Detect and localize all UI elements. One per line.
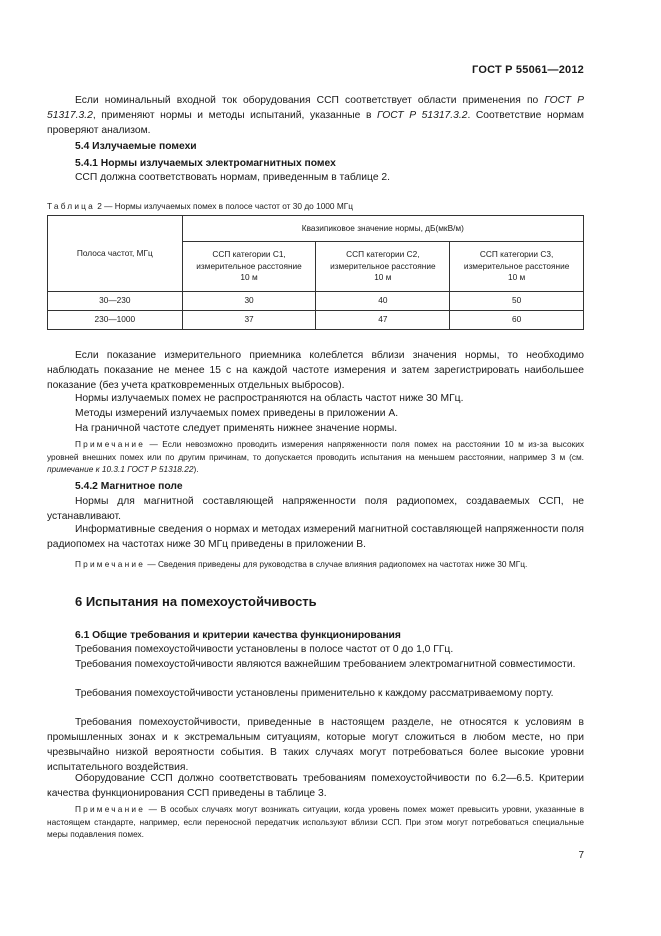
header-category-c2: ССП категории С2, измерительное расстояние 10 м	[316, 242, 450, 292]
note-label: Примечание	[75, 439, 146, 449]
note-2	[47, 558, 584, 571]
table-2-caption	[47, 201, 353, 211]
note-2-text: — Сведения приведены для руководства в случае влияния радиопомех на частотах ниже 30 МГц.	[145, 559, 528, 569]
cell-band: 230—1000	[48, 311, 183, 330]
methods-paragraph: Методы измерений излучаемых помех приведены в приложении А.	[75, 408, 399, 419]
cell-c1: 30	[182, 292, 316, 311]
immunity-paragraph-3: Требования помехоустойчивости установлены применительно к каждому рассматриваемому порту.	[75, 688, 554, 699]
table-caption-word: Таблица	[47, 201, 95, 211]
immunity-paragraph-2: Требования помехоустойчивости являются важнейшим требованием электромагнитной совместимости.	[75, 659, 576, 670]
magnetic-field-paragraph-2: Информативные сведения о нормах и методах измерений магнитной составляющей напряженности поля радиопомех на частотах ниже 30 МГц приведены в приложении В.	[47, 524, 584, 550]
immunity-paragraph-1: Требования помехоустойчивости установлены в полосе частот от 0 до 1,0 ГГц.	[75, 644, 454, 655]
section-5-4-1-text: ССП должна соответствовать нормам, приведенным в таблице 2.	[75, 172, 391, 183]
section-6-1-heading: 6.1 Общие требования и критерии качества функционирования	[75, 630, 401, 641]
document-id: ГОСТ Р 55061—2012	[472, 64, 584, 76]
note-3	[47, 803, 584, 841]
note-1-text-end: ).	[193, 464, 199, 474]
intro-text-3: . Соответствие нормам проверяют анализом.	[47, 110, 584, 136]
immunity-paragraph-4: Требования помехоустойчивости, приведенные в настоящем разделе, не относятся к условиям в промышленных зонах и к экстремальным ситуациям, которые могут сложиться в любом месте, но при чрезвычайно низкой вероятности события. В таких случаях могут потребоваться более высокие уровни испытательного воздействия.	[47, 717, 584, 773]
immunity-paragraph-5: Оборудование ССП должно соответствовать требованиям помехоустойчивости по 6.2—6.5. Критерии качества функционирования ССП приведены в таблице 3.	[47, 773, 584, 799]
note-1	[47, 438, 584, 476]
header-category-c1: ССП категории С1, измерительное расстояние 10 м	[182, 242, 316, 292]
header-quasi-peak: Квазипиковое значение нормы, дБ(мкВ/м)	[182, 216, 583, 242]
page-number: 7	[578, 850, 584, 861]
cell-c3: 50	[450, 292, 584, 311]
section-5-4-heading: 5.4 Излучаемые помехи	[75, 141, 197, 152]
intro-paragraph	[47, 93, 584, 138]
section-5-4-1-heading: 5.4.1 Нормы излучаемых электромагнитных помех	[75, 158, 336, 169]
table-caption-text: 2 — Нормы излучаемых помех в полосе частот от 30 до 1000 МГц	[94, 201, 353, 211]
cell-c2: 47	[316, 311, 450, 330]
intro-reference-1: ГОСТ Р 51317.3.2	[47, 95, 584, 121]
intro-text-1: Если номинальный входной ток оборудования ССП соответствует области применения по	[75, 95, 545, 106]
table-2	[47, 215, 584, 330]
cell-band: 30—230	[48, 292, 183, 311]
section-5-4-2-heading: 5.4.2 Магнитное поле	[75, 481, 183, 492]
note-label: Примечание	[75, 804, 146, 814]
note-1-text: — Если невозможно проводить измерения напряженности поля помех на расстоянии 10 м из-за высоких уровней внешних помех или по другим причинам, то допускается проводить испытания на меньшем расстоянии, например 3 м (см.	[47, 439, 584, 462]
note-3-text: — В особых случаях могут возникать ситуации, когда уровень помех может превысить уровни, указанные в настоящем стандарте, например, если переносной передатчик используют вблизи ССП. При этом могут потребоваться специальные меры подавления помех.	[47, 804, 584, 839]
cell-c3: 60	[450, 311, 584, 330]
note-label: Примечание	[75, 559, 146, 569]
magnetic-field-paragraph-1: Нормы для магнитной составляющей напряженности поля радиопомех, создаваемых ССП, не устанавливают.	[47, 496, 584, 522]
below-30mhz-paragraph: Нормы излучаемых помех не распространяются на область частот ниже 30 МГц.	[75, 393, 464, 404]
fluctuation-paragraph: Если показание измерительного приемника колеблется вблизи значения нормы, то необходимо наблюдать показание не менее 15 с на каждой частоте измерения и затем зарегистрировать наибольшее показание (без учета кратковременных отдельных выбросов).	[47, 350, 584, 391]
table-row	[48, 311, 584, 330]
header-category-c3: ССП категории С3, измерительное расстояние 10 м	[450, 242, 584, 292]
header-frequency-band: Полоса частот, МГц	[48, 216, 183, 292]
boundary-paragraph: На граничной частоте следует применять нижнее значение нормы.	[75, 423, 398, 434]
intro-text-2: , применяют нормы и методы испытаний, указанные в	[92, 110, 377, 121]
table-row	[48, 292, 584, 311]
cell-c1: 37	[182, 311, 316, 330]
intro-reference-2: ГОСТ Р 51317.3.2	[377, 110, 468, 121]
section-6-heading: 6 Испытания на помехоустойчивость	[75, 594, 317, 609]
cell-c2: 40	[316, 292, 450, 311]
note-1-reference: примечание к 10.3.1 ГОСТ Р 51318.22	[47, 464, 194, 474]
